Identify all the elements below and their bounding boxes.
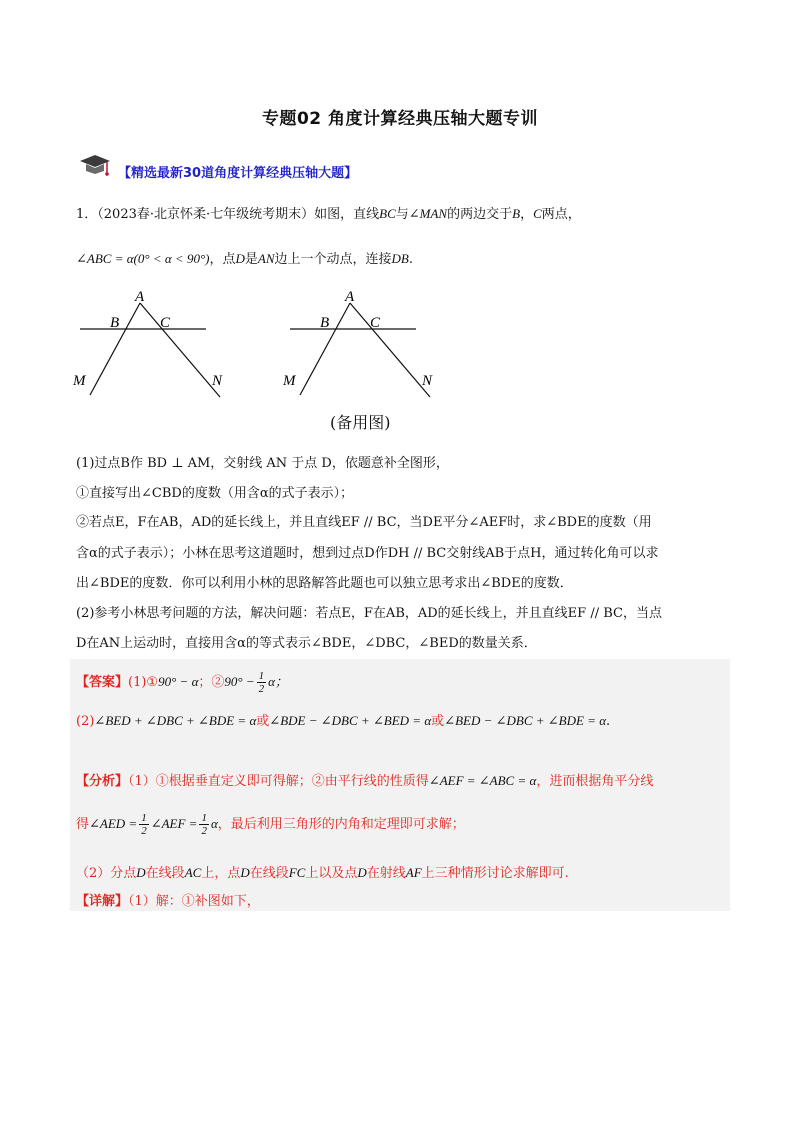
- answer-equation-3: ∠BED − ∠DBC + ∠BDE = α: [444, 713, 607, 728]
- page-title: 专题02 角度计算经典压轴大题专训: [261, 109, 539, 129]
- label-m: M: [283, 373, 296, 389]
- label-m: M: [73, 373, 86, 389]
- answer-line-1: 【答案】(1)①90° − α；②90° − $\frac{1}{2}$ α；: [76, 670, 288, 695]
- geometry-figure-backup: [280, 285, 440, 405]
- graduation-cap-icon: [78, 153, 112, 179]
- part2-line-2: D在AN上运动时，直接用含α的等式表示∠BDE，∠DBC，∠BED的数量关系．: [76, 636, 537, 651]
- geometry-figure-main: [70, 285, 223, 405]
- detail-line: 【详解】（1）解：①补图如下，: [76, 894, 260, 909]
- label-b: B: [110, 315, 120, 331]
- label-b: B: [320, 315, 330, 331]
- label-a: A: [135, 289, 145, 305]
- section-header: 【精选最新30道角度计算经典压轴大题】: [118, 166, 358, 181]
- part1-question-2-line-1: ②若点E，F在AB，AD的延长线上，并且直线EF // BC，当DE平分∠AEF时，求∠BDE的度数（用: [76, 515, 652, 530]
- answer-equation-2: ∠BDE − ∠DBC + ∠BED = α: [269, 713, 432, 728]
- part1-intro: (1)过点B作 BD ⊥ AM，交射线 AN 于点 D，依题意补全图形，: [76, 456, 449, 471]
- part1-question-1: ①直接写出∠CBD的度数（用含α的式子表示）；: [76, 486, 354, 501]
- answer-equation-1: ∠BED + ∠DBC + ∠BDE = α: [94, 713, 257, 728]
- part1-question-2-line-2: 含α的式子表示）；小林在思考这道题时，想到过点D作DH // BC交射线AB于点H，通过转化角可以求: [76, 546, 659, 561]
- analysis-line-3: （2）分点D在线段AC上，点D在线段FC上以及点D在射线AF上三种情形讨论求解即可.: [76, 865, 569, 881]
- fraction-half: $\frac{1}{2}$: [258, 670, 265, 695]
- part1-question-2-line-3: 出∠BDE的度数．你可以利用小林的思路解答此题也可以独立思考求出∠BDE的度数．: [76, 576, 573, 591]
- answer-line-2: (2)∠BED + ∠DBC + ∠BDE = α或∠BDE − ∠DBC + ∠BED = α或∠BED − ∠DBC + ∠BDE = α.: [76, 713, 611, 729]
- answer-1: 90° − α: [158, 674, 199, 689]
- analysis-label: 【分析】: [76, 774, 129, 789]
- part2-line-1: (2)参考小林思考问题的方法，解决问题：若点E，F在AB，AD的延长线上，并且直线EF // BC，当点: [76, 606, 662, 621]
- label-n: N: [212, 373, 223, 389]
- answer-label: 【答案】: [76, 675, 129, 690]
- analysis-line-1: 【分析】（1）①根据垂直定义即可得解；②由平行线的性质得∠AEF = ∠ABC = α，进而根据角平分线: [76, 773, 654, 789]
- detail-label: 【详解】: [76, 894, 129, 909]
- question-line-1: 1．（2023春·北京怀柔·七年级统考期末）如图，直线BC与∠MAN的两边交于B，C两点，: [76, 206, 581, 222]
- question-line-2: ∠ABC = α(0° < α < 90°)，点D是AN边上一个动点，连接DB.: [76, 251, 414, 267]
- analysis-line-2: 得∠AED = $\frac{1}{2}$ ∠AEF = $\frac{1}{2}$ α，最后利用三角形的内角和定理即可求解；: [76, 812, 465, 837]
- label-c: C: [370, 315, 381, 331]
- label-a: A: [345, 289, 355, 305]
- label-c: C: [160, 315, 171, 331]
- backup-figure-caption: (备用图): [330, 413, 391, 432]
- label-n: N: [422, 373, 433, 389]
